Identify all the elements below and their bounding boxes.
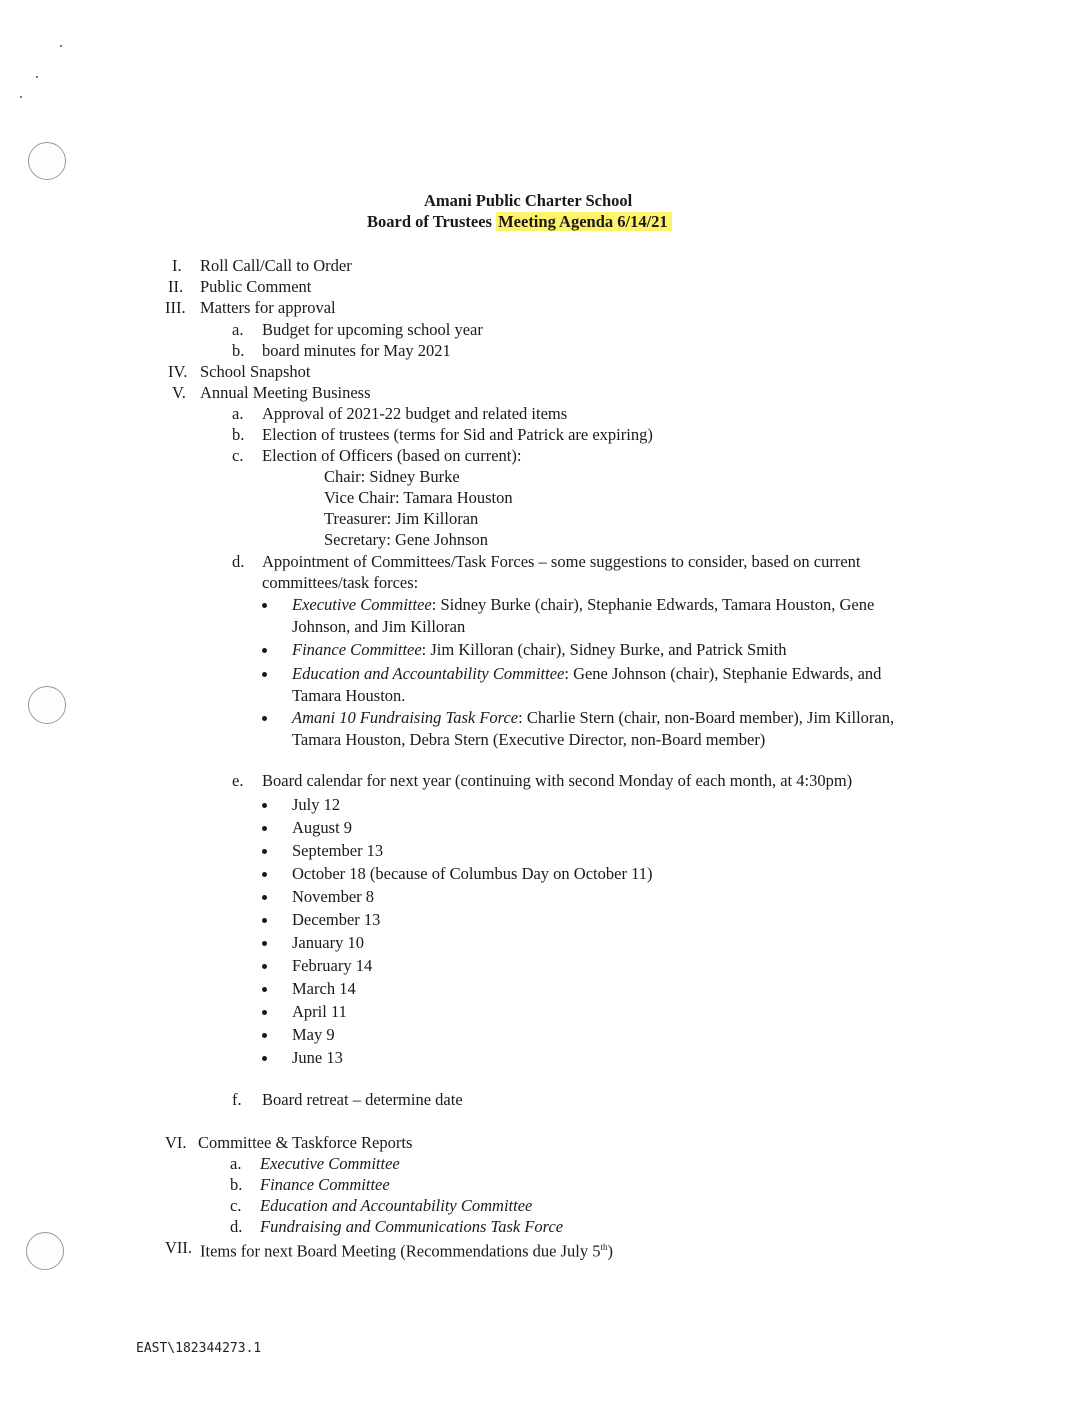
report-name: Education and Accountability Committee [260, 1196, 533, 1215]
subitem-letter: c. [232, 446, 244, 465]
bullet [262, 603, 267, 608]
item-number: V. [172, 383, 186, 402]
report-education [260, 1195, 532, 1216]
committee-name: Finance Committee [292, 640, 422, 659]
subitem-letter: b. [232, 425, 245, 444]
item-next-meeting [200, 1237, 613, 1262]
calendar-date: April 11 [292, 1002, 347, 1021]
committee-fundraising-cont: Tamara Houston, Debra Stern (Executive Director, non-Board member) [292, 730, 766, 749]
item-number: VII. [165, 1238, 193, 1257]
subitem-board-retreat: Board retreat – determine date [262, 1090, 463, 1109]
committee-education-cont: Tamara Houston. [292, 686, 406, 705]
report-executive [260, 1153, 400, 1174]
committee-members: : Jim Killoran (chair), Sidney Burke, and Patrick Smith [421, 640, 787, 659]
calendar-date: March 14 [292, 979, 356, 998]
next-meeting-text: Items for next Board Meeting (Recommendations due July 5 [200, 1241, 601, 1261]
item-matters-for-approval: Matters for approval [200, 298, 336, 317]
committee-executive-cont: Johnson, and Jim Killoran [292, 617, 466, 636]
officer-line: Treasurer: Jim Killoran [324, 509, 479, 528]
subitem-letter: a. [232, 404, 244, 423]
subitem-letter: c. [230, 1196, 242, 1215]
subitem-committees-line2: committees/task forces: [262, 573, 419, 592]
subitem-letter: d. [230, 1217, 243, 1236]
punch-hole-top [28, 142, 66, 180]
subitem-letter: b. [230, 1175, 243, 1194]
report-fundraising [260, 1216, 563, 1237]
bullet [262, 1010, 267, 1015]
subitem-election-trustees: Election of trustees (terms for Sid and Patrick are expiring) [262, 425, 653, 444]
item-number: II. [168, 277, 184, 296]
report-finance [260, 1174, 390, 1195]
scan-speck [36, 76, 38, 78]
calendar-date: May 9 [292, 1025, 335, 1044]
bullet [262, 716, 267, 721]
bullet [262, 941, 267, 946]
item-number: I. [172, 256, 182, 275]
subitem-committees-line1: Appointment of Committees/Task Forces – some suggestions to consider, based on current [262, 552, 861, 571]
bullet [262, 872, 267, 877]
subitem-letter: a. [232, 320, 244, 339]
item-annual-meeting: Annual Meeting Business [200, 383, 371, 402]
subitem-letter: e. [232, 771, 244, 790]
school-name: Amani Public Charter School [424, 191, 633, 210]
item-school-snapshot: School Snapshot [200, 362, 311, 381]
committee-finance [292, 639, 786, 660]
committee-executive [292, 594, 874, 615]
agenda-title [367, 211, 672, 232]
bullet [262, 672, 267, 677]
bullet [262, 1056, 267, 1061]
subitem-approval-budget: Approval of 2021-22 budget and related items [262, 404, 568, 423]
committee-name: Executive Committee [292, 595, 432, 614]
item-number: IV. [168, 362, 188, 381]
committee-members: : Charlie Stern (chair, non-Board member), Jim Killoran, [518, 708, 895, 727]
next-meeting-sup: th [600, 1242, 608, 1252]
calendar-date: December 13 [292, 910, 381, 929]
bullet [262, 918, 267, 923]
committee-members: : Sidney Burke (chair), Stephanie Edwards, Tamara Houston, Gene [431, 595, 875, 614]
subitem-letter: d. [232, 552, 245, 571]
scan-speck [60, 45, 62, 47]
agenda-title-prefix: Board of Trustees [367, 212, 492, 231]
item-public-comment: Public Comment [200, 277, 312, 296]
subitem-letter: f. [232, 1090, 242, 1109]
committee-fundraising [292, 707, 894, 728]
report-name: Finance Committee [260, 1175, 390, 1194]
next-meeting-tail: ) [607, 1241, 614, 1261]
subitem-board-minutes: board minutes for May 2021 [262, 341, 451, 360]
committee-name: Amani 10 Fundraising Task Force [292, 708, 519, 727]
committee-members: : Gene Johnson (chair), Stephanie Edwards, and [564, 664, 882, 683]
calendar-date: November 8 [292, 887, 375, 906]
subitem-board-calendar: Board calendar for next year (continuing with second Monday of each month, at 4:30pm) [262, 771, 853, 790]
item-number: VI. [165, 1133, 187, 1152]
bullet [262, 964, 267, 969]
item-roll-call: Roll Call/Call to Order [200, 256, 352, 275]
punch-hole-bottom [26, 1232, 64, 1270]
bullet [262, 1033, 267, 1038]
calendar-date: August 9 [292, 818, 353, 837]
bullet [262, 895, 267, 900]
calendar-date: February 14 [292, 956, 373, 975]
bullet [262, 803, 267, 808]
bullet [262, 826, 267, 831]
calendar-date: October 18 (because of Columbus Day on October 11) [292, 864, 653, 883]
bullet [262, 987, 267, 992]
subitem-election-officers: Election of Officers (based on current): [262, 446, 522, 465]
bullet [262, 849, 267, 854]
report-name: Executive Committee [260, 1154, 400, 1173]
document-id: EAST\182344273.1 [136, 1341, 262, 1356]
calendar-date: September 13 [292, 841, 384, 860]
subitem-letter: a. [230, 1154, 242, 1173]
agenda-title-highlight: Meeting Agenda 6/14/21 [496, 212, 672, 231]
calendar-date: June 13 [292, 1048, 343, 1067]
item-number: III. [165, 298, 186, 317]
calendar-date: July 12 [292, 795, 341, 814]
subitem-letter: b. [232, 341, 245, 360]
calendar-date: January 10 [292, 933, 364, 952]
committee-name: Education and Accountability Committee [292, 664, 565, 683]
officer-line: Vice Chair: Tamara Houston [324, 488, 513, 507]
bullet [262, 648, 267, 653]
officer-line: Secretary: Gene Johnson [324, 530, 489, 549]
scan-speck [20, 96, 22, 98]
report-name: Fundraising and Communications Task Force [260, 1217, 564, 1236]
committee-education [292, 663, 881, 684]
punch-hole-middle [28, 686, 66, 724]
subitem-budget: Budget for upcoming school year [262, 320, 483, 339]
officer-line: Chair: Sidney Burke [324, 467, 460, 486]
item-committee-reports: Committee & Taskforce Reports [198, 1133, 413, 1152]
